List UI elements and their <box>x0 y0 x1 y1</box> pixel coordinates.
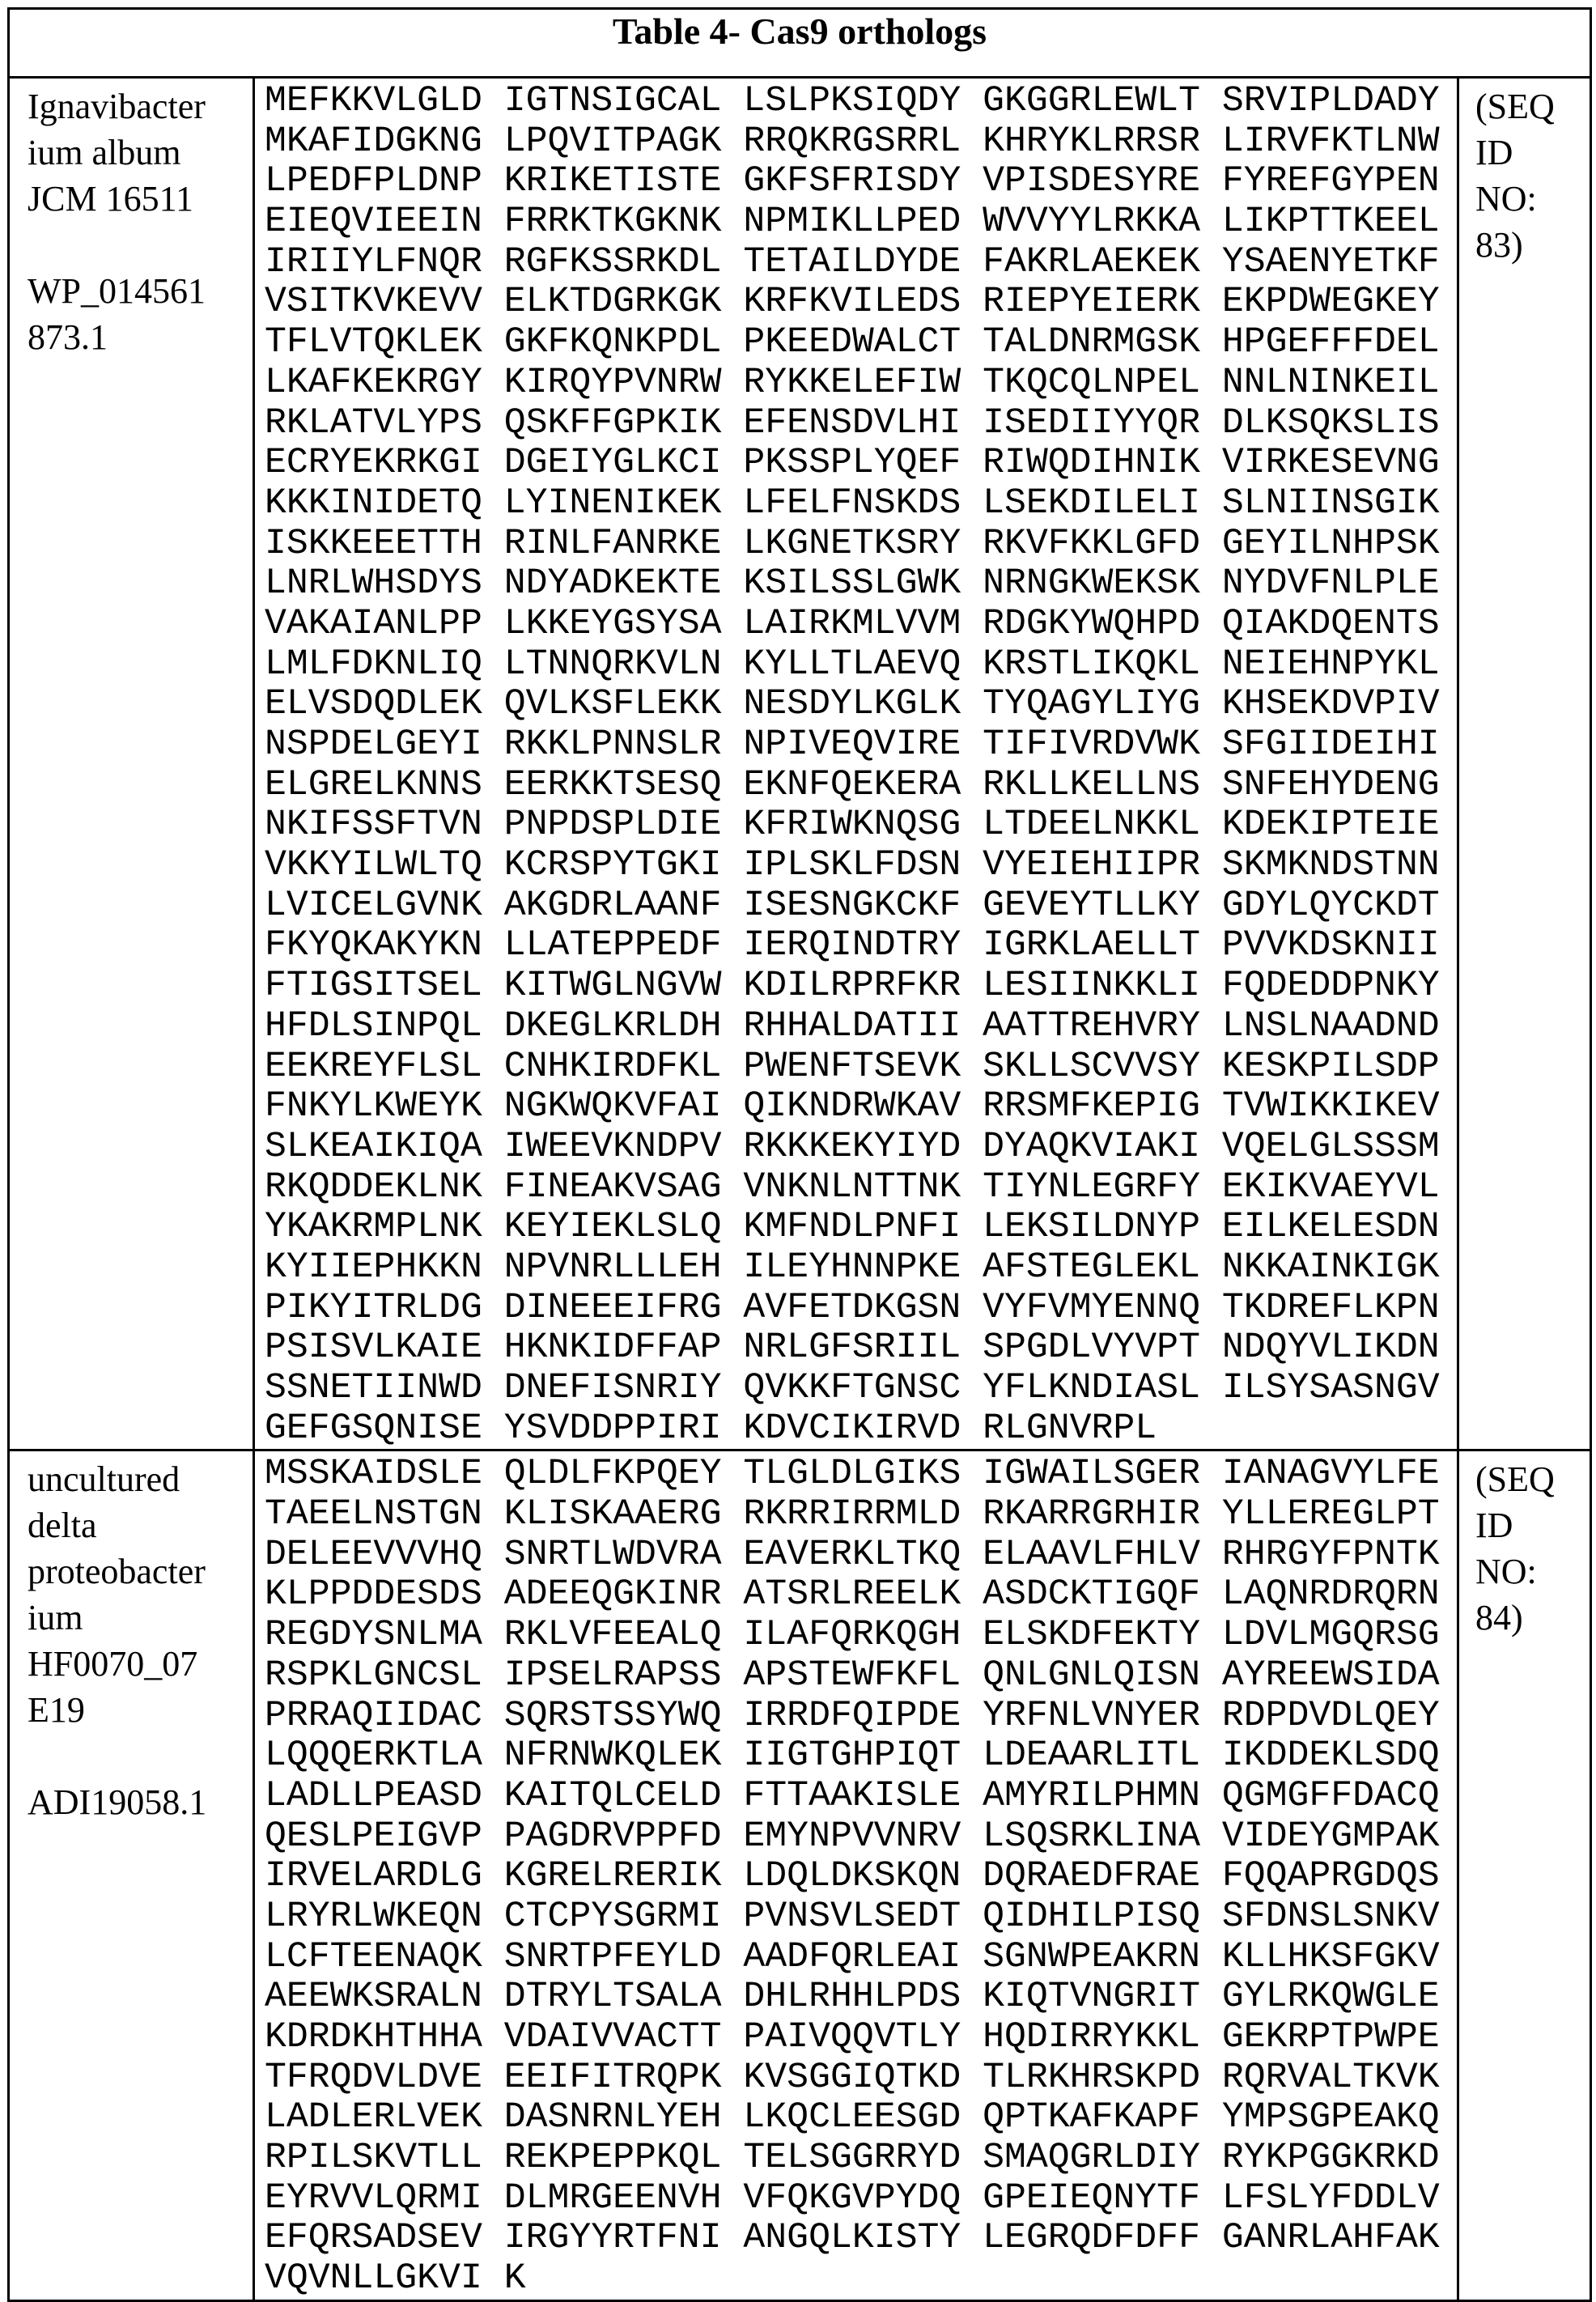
seq-id-cell <box>1458 1450 1591 2300</box>
organism-label-line: ium album <box>28 130 253 176</box>
sequence-line: PRRAQIIDAC SQRSTSSYWQ IRRDFQIPDE YRFNLVNYER RDPDVDLQEY <box>265 1697 1457 1737</box>
sequence-line: VKKYILWLTQ KCRSPYTGKI IPLSKLFDSN VYEIEHIIPR SKMKNDSTNN <box>265 846 1457 886</box>
sequence-line: KYIIEPHKKN NPVNRLLLEH ILEYHNNPKE AFSTEGLEKL NKKAINKIGK <box>265 1248 1457 1289</box>
table-title: Table 4- Cas9 orthologs <box>9 9 1591 78</box>
sequence-line: LADLLPEASD KAITQLCELD FTTAAKISLE AMYRILPHMN QGMGFFDACQ <box>265 1777 1457 1817</box>
sequence-line: KDRDKHTHHA VDAIVVACTT PAIVQQVTLY HQDIRRYKKL GEKRPTPWPE <box>265 2018 1457 2058</box>
sequence-line: REGDYSNLMA RKLVFEEALQ ILAFQRKQGH ELSKDFEKTY LDVLMGQRSG <box>265 1616 1457 1656</box>
sequence-line: MKAFIDGKNG LPQVITPAGK RRQKRGSRRL KHRYKLRRSR LIRVFKTLNW <box>265 122 1457 163</box>
sequence-line: QESLPEIGVP PAGDRVPPFD EMYNPVVNRV LSQSRKLINA VIDEYGMPAK <box>265 1817 1457 1858</box>
sequence-line: RPILSKVTLL REKPEPPKQL TELSGGRRYD SMAQGRLDIY RYKPGGKRKD <box>265 2138 1457 2179</box>
sequence-line: LADLERLVEK DASNRNLYEH LKQCLEESGD QPTKAFKAPF YMPSGPEAKQ <box>265 2098 1457 2138</box>
sequence-line: TAEELNSTGN KLISKAAERG RKRRIRRMLD RKARRGRHIR YLLEREGLPT <box>265 1495 1457 1535</box>
sequence-line: TFLVTQKLEK GKFKQNKPDL PKEEDWALCT TALDNRMGSK HPGEFFFDEL <box>265 323 1457 363</box>
sequence-line: LNRLWHSDYS NDYADKEKTE KSILSSLGWK NRNGKWEKSK NYDVFNLPLE <box>265 564 1457 605</box>
seq-id-line: ID <box>1475 1502 1590 1548</box>
seq-id-line: ID <box>1475 130 1590 176</box>
seq-id-line: (SEQ <box>1475 83 1590 130</box>
organism-label-line: HF0070_07 <box>28 1641 253 1687</box>
sequence-line: LRYRLWKEQN CTCPYSGRMI PVNSVLSEDT QIDHILPISQ SFDNSLSNKV <box>265 1897 1457 1938</box>
cas9-orthologs-table <box>7 7 1592 2302</box>
sequence-line: LPEDFPLDNP KRIKETISTE GKFSFRISDY VPISDESYRE FYREFGYPEN <box>265 162 1457 202</box>
sequence-cell <box>254 1450 1458 2300</box>
sequence-line: LQQQERKTLA NFRNWKQLEK IIGTGHPIQT LDEAARLITL IKDDEKLSDQ <box>265 1736 1457 1777</box>
sequence-line: KKKINIDETQ LYINENIKEK LFELFNSKDS LSEKDILELI SLNIINSGIK <box>265 484 1457 525</box>
sequence-line: MEFKKVLGLD IGTNSIGCAL LSLPKSIQDY GKGGRLEWLT SRVIPLDADY <box>265 82 1457 122</box>
sequence-line: SSNETIINWD DNEFISNRIY QVKKFTGNSC YFLKNDIASL ILSYSASNGV <box>265 1369 1457 1409</box>
sequence-line: LMLFDKNLIQ LTNNQRKVLN KYLLTLAEVQ KRSTLIKQKL NEIEHNPYKL <box>265 645 1457 686</box>
sequence-line: AEEWKSRALN DTRYLTSALA DHLRHHLPDS KIQTVNGRIT GYLRKQWGLE <box>265 1977 1457 2018</box>
sequence-line: DELEEVVVHQ SNRTLWDVRA EAVERKLTKQ ELAAVLFHLV RHRGYFPNTK <box>265 1535 1457 1576</box>
sequence-line: ISKKEEETTH RINLFANRKE LKGNETKSRY RKVFKKLGFD GEYILNHPSK <box>265 525 1457 565</box>
sequence-line: TFRQDVLDVE EEIFITRQPK KVSGGIQTKD TLRKHRSKPD RQRVALTKVK <box>265 2058 1457 2099</box>
organism-label-line <box>28 222 253 268</box>
table-row <box>9 78 1591 1450</box>
sequence-line: EIEQVIEEIN FRRKTKGKNK NPMIKLLPED WVVYYLRKKA LIKPTTKEEL <box>265 202 1457 243</box>
sequence-line: GEFGSQNISE YSVDDPPIRI KDVCIKIRVD RLGNVRPL <box>265 1409 1457 1450</box>
seq-id-line: 84) <box>1475 1595 1590 1641</box>
sequence-line: HFDLSINPQL DKEGLKRLDH RHHALDATII AATTREHVRY LNSLNAADND <box>265 1007 1457 1047</box>
sequence-line: MSSKAIDSLE QLDLFKPQEY TLGLDLGIKS IGWAILSGER IANAGVYLFE <box>265 1455 1457 1495</box>
sequence-line: FTIGSITSEL KITWGLNGVW KDILRPRFKR LESIINKKLI FQDEDDPNKY <box>265 966 1457 1007</box>
organism-label-line: Ignavibacter <box>28 83 253 130</box>
sequence-line: LKAFKEKRGY KIRQYPVNRW RYKKELEFIW TKQCQLNPEL NNLNINKEIL <box>265 363 1457 404</box>
organism-label-line: proteobacter <box>28 1548 253 1595</box>
table-row <box>9 1450 1591 2300</box>
sequence-line: ELGRELKNNS EERKKTSESQ EKNFQEKERA RKLLKELLNS SNFEHYDENG <box>265 766 1457 806</box>
sequence-line: VSITKVKEVV ELKTDGRKGK KRFKVILEDS RIEPYEIERK EKPDWEGKEY <box>265 282 1457 323</box>
organism-label-line: E19 <box>28 1687 253 1733</box>
organism-label-line: JCM 16511 <box>28 176 253 222</box>
organism-label-line: WP_014561 <box>28 268 253 314</box>
sequence-line: KLPPDDESDS ADEEQGKINR ATSRLREELK ASDCKTIGQF LAQNRDRQRN <box>265 1575 1457 1616</box>
organism-cell <box>9 1450 254 2300</box>
sequence-line: EFQRSADSEV IRGYYRTFNI ANGQLKISTY LEGRQDFDFF GANRLAHFAK <box>265 2219 1457 2259</box>
organism-cell <box>9 78 254 1450</box>
sequence-line: IRVELARDLG KGRELRERIK LDQLDKSKQN DQRAEDFRAE FQQAPRGDQS <box>265 1857 1457 1897</box>
sequence-line: NSPDELGEYI RKKLPNNSLR NPIVEQVIRE TIFIVRDVWK SFGIIDEIHI <box>265 725 1457 766</box>
sequence-line: LVICELGVNK AKGDRLAANF ISESNGKCKF GEVEYTLLKY GDYLQYCKDT <box>265 886 1457 927</box>
sequence-line: RKQDDEKLNK FINEAKVSAG VNKNLNTTNK TIYNLEGRFY EKIKVAEYVL <box>265 1168 1457 1208</box>
organism-label-line: ADI19058.1 <box>28 1779 253 1825</box>
sequence-line: NKIFSSFTVN PNPDSPLDIE KFRIWKNQSG LTDEELNKKL KDEKIPTEIE <box>265 805 1457 846</box>
sequence-line: LCFTEENAQK SNRTPFEYLD AADFQRLEAI SGNWPEAKRN KLLHKSFGKV <box>265 1938 1457 1978</box>
sequence-line: EEKREYFLSL CNHKIRDFKL PWENFTSEVK SKLLSCVVSY KESKPILSDP <box>265 1047 1457 1088</box>
sequence-line: YKAKRMPLNK KEYIEKLSLQ KMFNDLPNFI LEKSILDNYP EILKELESDN <box>265 1208 1457 1248</box>
sequence-line: PSISVLKAIE HKNKIDFFAP NRLGFSRIIL SPGDLVYVPT NDQYVLIKDN <box>265 1328 1457 1369</box>
seq-id-line: NO: <box>1475 176 1590 222</box>
organism-label-line: uncultured <box>28 1456 253 1502</box>
sequence-line: EYRVVLQRMI DLMRGEENVH VFQKGVPYDQ GPEIEQNYTF LFSLYFDDLV <box>265 2179 1457 2219</box>
sequence-line: SLKEAIKIQA IWEEVKNDPV RKKKEKYIYD DYAQKVIAKI VQELGLSSSM <box>265 1128 1457 1168</box>
seq-id-cell <box>1458 78 1591 1450</box>
sequence-line: RSPKLGNCSL IPSELRAPSS APSTEWFKFL QNLGNLQISN AYREEWSIDA <box>265 1656 1457 1697</box>
sequence-line: FNKYLKWEYK NGKWQKVFAI QIKNDRWKAV RRSMFKEPIG TVWIKKIKEV <box>265 1087 1457 1128</box>
organism-label-line: 873.1 <box>28 314 253 360</box>
seq-id-line: NO: <box>1475 1548 1590 1595</box>
sequence-line: ECRYEKRKGI DGEIYGLKCI PKSSPLYQEF RIWQDIHNIK VIRKESEVNG <box>265 444 1457 484</box>
sequence-line: PIKYITRLDG DINEEEIFRG AVFETDKGSN VYFVMYENNQ TKDREFLKPN <box>265 1289 1457 1329</box>
sequence-cell <box>254 78 1458 1450</box>
seq-id-line: 83) <box>1475 222 1590 268</box>
sequence-line: RKLATVLYPS QSKFFGPKIK EFENSDVLHI ISEDIIYYQR DLKSQKSLIS <box>265 404 1457 444</box>
organism-label-line <box>28 1733 253 1779</box>
organism-label-line: delta <box>28 1502 253 1548</box>
seq-id-line: (SEQ <box>1475 1456 1590 1502</box>
organism-label-line: ium <box>28 1595 253 1641</box>
sequence-line: IRIIYLFNQR RGFKSSRKDL TETAILDYDE FAKRLAEKEK YSAENYETKF <box>265 243 1457 283</box>
sequence-line: ELVSDQDLEK QVLKSFLEKK NESDYLKGLK TYQAGYLIYG KHSEKDVPIV <box>265 685 1457 725</box>
sequence-line: FKYQKAKYKN LLATEPPEDF IERQINDTRY IGRKLAELLT PVVKDSKNII <box>265 926 1457 966</box>
sequence-line: VQVNLLGKVI K <box>265 2259 1457 2300</box>
sequence-line: VAKAIANLPP LKKEYGSYSA LAIRKMLVVM RDGKYWQHPD QIAKDQENTS <box>265 605 1457 645</box>
